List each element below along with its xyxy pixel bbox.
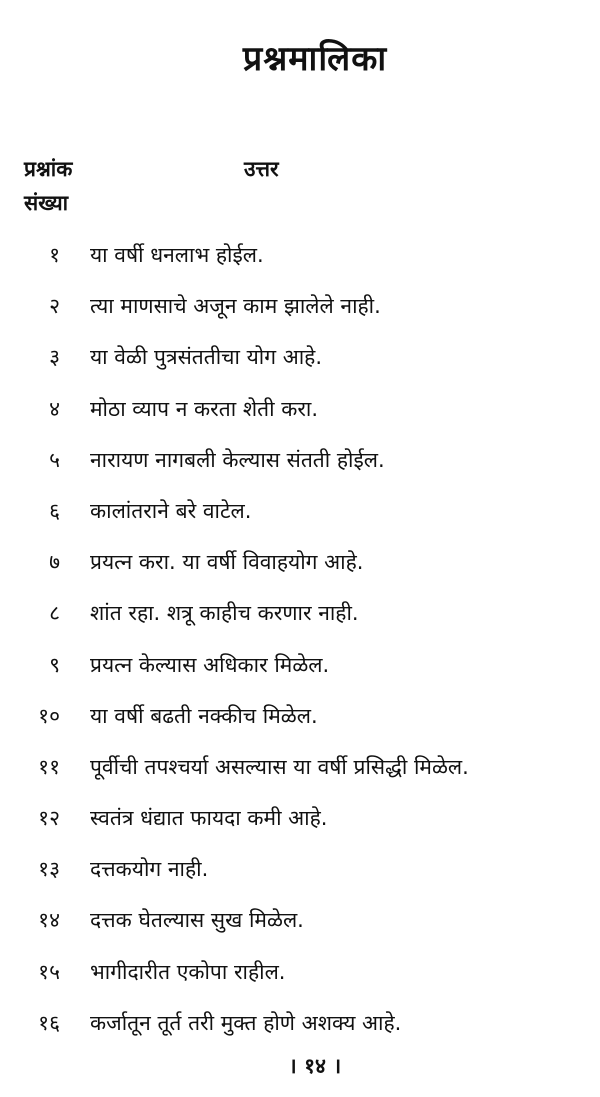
answer-text: भागीदारीत एकोपा राहील. xyxy=(90,959,286,984)
question-number: २ xyxy=(49,294,60,319)
question-number: १४ xyxy=(38,908,60,933)
page-title: प्रश्नमालिका xyxy=(242,39,388,79)
list-item xyxy=(0,1003,600,1054)
question-number: ३ xyxy=(49,345,60,370)
question-number: १३ xyxy=(38,857,60,882)
question-number: १५ xyxy=(38,959,60,984)
list-item xyxy=(0,747,600,798)
answer-text: कर्जातून तूर्त तरी मुक्त होणे अशक्य आहे. xyxy=(90,1010,402,1035)
list-item xyxy=(0,389,600,440)
answer-text: स्वतंत्र धंद्यात फायदा कमी आहे. xyxy=(90,806,328,831)
question-number: ६ xyxy=(49,498,60,523)
answer-text: त्या माणसाचे अजून काम झालेले नाही. xyxy=(90,294,381,319)
answer-text: शांत रहा. शत्रू काहीच करणार नाही. xyxy=(90,601,359,626)
list-item xyxy=(0,491,600,542)
answer-column-header: उत्तर xyxy=(244,157,279,181)
answer-text: या वर्षी धनलाभ होईल. xyxy=(90,243,264,267)
answer-text: पूर्वीची तपश्चर्या असल्यास या वर्षी प्रसिद्धी मिळेल. xyxy=(90,754,469,779)
answer-text: प्रयत्न केल्यास अधिकार मिळेल. xyxy=(90,652,330,677)
list-item xyxy=(0,696,600,747)
question-number: ४ xyxy=(49,396,60,421)
list-item xyxy=(0,337,600,388)
list-item xyxy=(0,900,600,951)
number-header-line2: संख्या xyxy=(24,191,69,215)
answer-text: या वेळी पुत्रसंततीचा योग आहे. xyxy=(90,345,322,370)
question-number: ९ xyxy=(49,652,60,677)
number-column-header xyxy=(24,152,72,220)
question-number: ५ xyxy=(49,447,60,472)
question-number: १० xyxy=(38,703,60,728)
answer-text: कालांतराने बरे वाटेल. xyxy=(90,498,252,523)
answer-text: प्रयत्न करा. या वर्षी विवाहयोग आहे. xyxy=(90,550,364,575)
list-item xyxy=(0,645,600,696)
question-number: ८ xyxy=(49,601,60,626)
answer-list xyxy=(0,235,600,1054)
answer-text: दत्तक घेतल्यास सुख मिळेल. xyxy=(90,908,304,933)
page-number: । १४ । xyxy=(288,1054,342,1078)
number-header-line1: प्रश्नांक xyxy=(24,157,73,181)
list-item xyxy=(0,952,600,1003)
answer-text: नारायण नागबली केल्यास संतती होईल. xyxy=(90,447,385,472)
list-item xyxy=(0,849,600,900)
question-number: १ xyxy=(49,243,60,267)
list-item xyxy=(0,798,600,849)
question-number: ११ xyxy=(38,754,60,779)
question-number: १६ xyxy=(38,1010,60,1035)
question-number: ७ xyxy=(49,550,60,575)
question-number: १२ xyxy=(38,806,60,831)
answer-text: या वर्षी बढती नक्कीच मिळेल. xyxy=(90,703,318,728)
answer-text: दत्तकयोग नाही. xyxy=(90,857,209,882)
list-item xyxy=(0,542,600,593)
list-item xyxy=(0,440,600,491)
list-item xyxy=(0,593,600,644)
answer-text: मोठा व्याप न करता शेती करा. xyxy=(90,396,319,421)
list-item xyxy=(0,286,600,337)
list-item xyxy=(0,235,600,286)
